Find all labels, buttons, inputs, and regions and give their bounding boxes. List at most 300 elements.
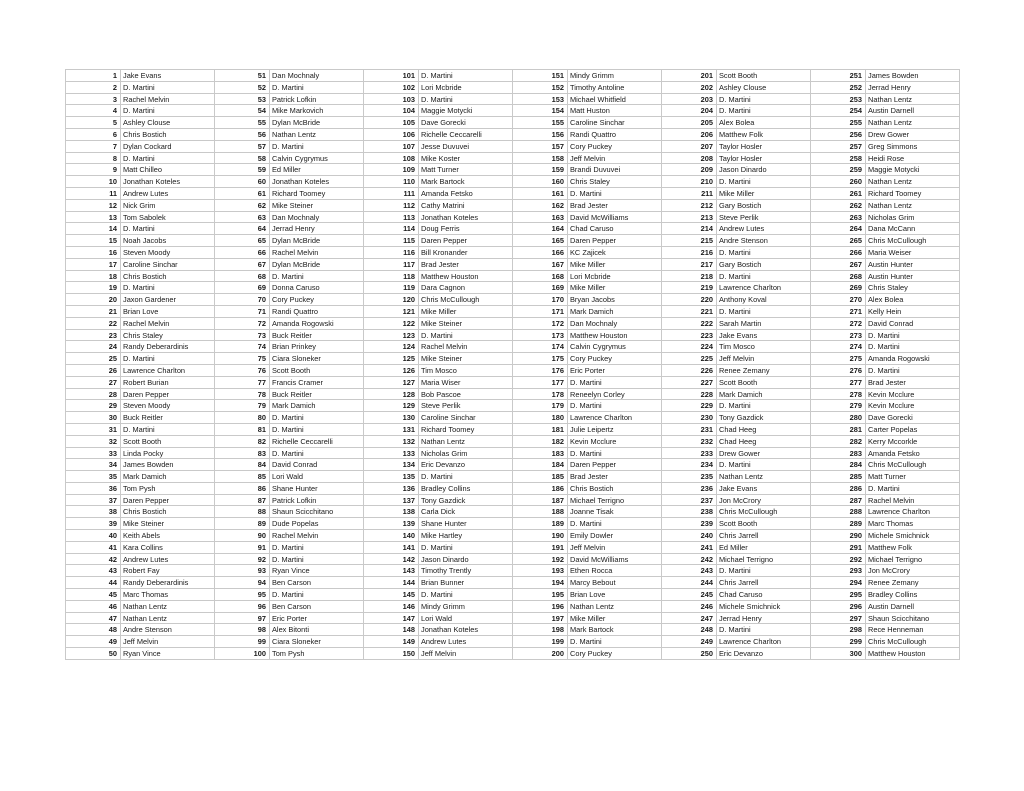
entry-name: Robert Burian xyxy=(121,377,215,389)
entry-name: Brian Bunner xyxy=(419,577,513,589)
entry-name: D. Martini xyxy=(270,82,364,94)
entry-number: 66 xyxy=(215,247,270,259)
entry-name: Dana McCann xyxy=(866,223,960,235)
entry-name: Renee Zemany xyxy=(717,365,811,377)
entry-number: 30 xyxy=(66,412,121,424)
entry-name: Andrew Lutes xyxy=(121,554,215,566)
table-row xyxy=(513,353,662,365)
entry-number: 236 xyxy=(662,483,717,495)
entry-number: 289 xyxy=(811,518,866,530)
table-row xyxy=(364,153,513,165)
entry-number: 172 xyxy=(513,318,568,330)
entry-number: 299 xyxy=(811,636,866,648)
entry-number: 87 xyxy=(215,495,270,507)
table-row xyxy=(66,471,215,483)
entry-name: D. Martini xyxy=(568,448,662,460)
table-row xyxy=(364,471,513,483)
entry-number: 20 xyxy=(66,294,121,306)
entry-number: 178 xyxy=(513,389,568,401)
entry-number: 266 xyxy=(811,247,866,259)
table-row xyxy=(513,554,662,566)
table-row xyxy=(364,353,513,365)
entry-name: Dan Mochnaly xyxy=(568,318,662,330)
entry-number: 249 xyxy=(662,636,717,648)
entry-number: 161 xyxy=(513,188,568,200)
entry-number: 204 xyxy=(662,105,717,117)
entry-number: 213 xyxy=(662,212,717,224)
table-row xyxy=(364,601,513,613)
table-row xyxy=(513,247,662,259)
entry-name: Carla Dick xyxy=(419,506,513,518)
table-row xyxy=(513,235,662,247)
table-row xyxy=(662,506,811,518)
entry-name: Jerrad Henry xyxy=(270,223,364,235)
entry-name: Nathan Lentz xyxy=(121,613,215,625)
table-row xyxy=(215,542,364,554)
entry-name: Jason Dinardo xyxy=(419,554,513,566)
table-row xyxy=(66,212,215,224)
table-row xyxy=(364,400,513,412)
entry-name: Timothy Trently xyxy=(419,565,513,577)
table-row xyxy=(811,601,960,613)
table-row xyxy=(215,400,364,412)
entry-name: Jeff Melvin xyxy=(419,648,513,660)
entry-name: Nathan Lentz xyxy=(717,471,811,483)
table-row xyxy=(513,306,662,318)
entry-number: 126 xyxy=(364,365,419,377)
table-row xyxy=(811,164,960,176)
table-row xyxy=(513,577,662,589)
table-row xyxy=(662,554,811,566)
table-row xyxy=(215,377,364,389)
entry-name: Ed Miller xyxy=(270,164,364,176)
table-row xyxy=(811,129,960,141)
entry-name: Dave Gorecki xyxy=(866,412,960,424)
table-row xyxy=(513,330,662,342)
entry-number: 279 xyxy=(811,400,866,412)
entry-number: 33 xyxy=(66,448,121,460)
entry-name: Tom Pysh xyxy=(121,483,215,495)
table-row xyxy=(66,235,215,247)
table-row xyxy=(364,589,513,601)
entry-name: D. Martini xyxy=(270,554,364,566)
entry-name: Alex Bitonti xyxy=(270,624,364,636)
entry-name: Amanda Fetsko xyxy=(866,448,960,460)
entry-name: D. Martini xyxy=(121,82,215,94)
entry-name: Rachel Melvin xyxy=(121,94,215,106)
entry-number: 57 xyxy=(215,141,270,153)
table-row xyxy=(513,530,662,542)
table-row xyxy=(513,389,662,401)
entry-name: Bryan Jacobs xyxy=(568,294,662,306)
entry-number: 114 xyxy=(364,223,419,235)
table-row xyxy=(662,365,811,377)
entry-name: Tony Gazdick xyxy=(717,412,811,424)
entry-name: D. Martini xyxy=(866,330,960,342)
table-row xyxy=(364,554,513,566)
table-row xyxy=(811,554,960,566)
entry-name: D. Martini xyxy=(568,518,662,530)
entry-name: KC Zajicek xyxy=(568,247,662,259)
entry-number: 246 xyxy=(662,601,717,613)
entry-name: Caroline Sinchar xyxy=(568,117,662,129)
table-row xyxy=(811,648,960,660)
entry-number: 241 xyxy=(662,542,717,554)
entry-name: D. Martini xyxy=(121,424,215,436)
entry-name: D. Martini xyxy=(121,353,215,365)
entry-number: 194 xyxy=(513,577,568,589)
table-row xyxy=(364,200,513,212)
entry-name: Mark Damich xyxy=(568,306,662,318)
table-row xyxy=(66,153,215,165)
table-row xyxy=(513,259,662,271)
entry-number: 214 xyxy=(662,223,717,235)
table-row xyxy=(215,294,364,306)
entry-name: Nathan Lentz xyxy=(568,601,662,613)
entry-number: 221 xyxy=(662,306,717,318)
entry-number: 188 xyxy=(513,506,568,518)
entry-number: 203 xyxy=(662,94,717,106)
entry-number: 287 xyxy=(811,495,866,507)
entry-number: 5 xyxy=(66,117,121,129)
table-row xyxy=(215,601,364,613)
entry-number: 23 xyxy=(66,330,121,342)
table-row xyxy=(811,330,960,342)
entry-name: D. Martini xyxy=(866,365,960,377)
entry-name: Austin Hunter xyxy=(866,271,960,283)
table-row xyxy=(662,200,811,212)
table-row xyxy=(662,306,811,318)
entry-number: 263 xyxy=(811,212,866,224)
entry-number: 45 xyxy=(66,589,121,601)
entry-name: Brian Love xyxy=(568,589,662,601)
entry-number: 193 xyxy=(513,565,568,577)
entry-number: 269 xyxy=(811,282,866,294)
entry-number: 110 xyxy=(364,176,419,188)
entry-name: Michael Terrigno xyxy=(866,554,960,566)
table-row xyxy=(662,259,811,271)
entry-name: Dave Gorecki xyxy=(419,117,513,129)
entry-name: Cory Puckey xyxy=(568,648,662,660)
entry-number: 44 xyxy=(66,577,121,589)
entry-name: Gary Bostich xyxy=(717,200,811,212)
entry-number: 222 xyxy=(662,318,717,330)
entry-number: 73 xyxy=(215,330,270,342)
table-row xyxy=(215,589,364,601)
table-row xyxy=(364,459,513,471)
entry-name: Kerry Mccorkle xyxy=(866,436,960,448)
entry-number: 255 xyxy=(811,117,866,129)
table-row xyxy=(662,141,811,153)
entry-number: 119 xyxy=(364,282,419,294)
entry-number: 167 xyxy=(513,259,568,271)
entry-number: 211 xyxy=(662,188,717,200)
table-row xyxy=(66,400,215,412)
entry-name: D. Martini xyxy=(717,306,811,318)
entry-number: 215 xyxy=(662,235,717,247)
table-row xyxy=(662,212,811,224)
entry-number: 295 xyxy=(811,589,866,601)
entry-name: D. Martini xyxy=(419,471,513,483)
entry-number: 36 xyxy=(66,483,121,495)
entry-name: Rachel Melvin xyxy=(270,530,364,542)
entry-name: Chris McCullough xyxy=(419,294,513,306)
table-row xyxy=(215,448,364,460)
entry-number: 39 xyxy=(66,518,121,530)
entry-number: 35 xyxy=(66,471,121,483)
name-table xyxy=(65,69,960,660)
entry-number: 228 xyxy=(662,389,717,401)
table-row xyxy=(215,188,364,200)
entry-number: 70 xyxy=(215,294,270,306)
table-row xyxy=(215,247,364,259)
table-row xyxy=(66,176,215,188)
table-row xyxy=(215,306,364,318)
table-row xyxy=(66,377,215,389)
entry-number: 103 xyxy=(364,94,419,106)
table-row xyxy=(215,518,364,530)
table-row xyxy=(66,365,215,377)
entry-number: 282 xyxy=(811,436,866,448)
table-row xyxy=(364,70,513,82)
table-row xyxy=(662,636,811,648)
entry-name: Chad Heeg xyxy=(717,436,811,448)
entry-name: D. Martini xyxy=(717,400,811,412)
table-row xyxy=(66,188,215,200)
entry-name: Tom Pysh xyxy=(270,648,364,660)
entry-name: D. Martini xyxy=(419,70,513,82)
entry-number: 280 xyxy=(811,412,866,424)
entry-name: Mike Steiner xyxy=(419,318,513,330)
table-row xyxy=(364,318,513,330)
entry-number: 88 xyxy=(215,506,270,518)
entry-number: 216 xyxy=(662,247,717,259)
entry-name: Mark Damich xyxy=(270,400,364,412)
entry-name: Ashley Clouse xyxy=(121,117,215,129)
entry-name: D. Martini xyxy=(270,412,364,424)
entry-name: Ashley Clouse xyxy=(717,82,811,94)
entry-number: 53 xyxy=(215,94,270,106)
entry-number: 24 xyxy=(66,341,121,353)
entry-name: Jake Evans xyxy=(717,330,811,342)
entry-number: 99 xyxy=(215,636,270,648)
table-row xyxy=(662,247,811,259)
table-row xyxy=(811,247,960,259)
entry-number: 96 xyxy=(215,601,270,613)
table-row xyxy=(513,117,662,129)
entry-name: Mindy Grimm xyxy=(568,70,662,82)
entry-name: D. Martini xyxy=(270,271,364,283)
entry-number: 250 xyxy=(662,648,717,660)
entry-number: 223 xyxy=(662,330,717,342)
entry-name: Jon McCrory xyxy=(866,565,960,577)
table-row xyxy=(364,82,513,94)
entry-name: Marc Thomas xyxy=(121,589,215,601)
entry-name: Andre Stenson xyxy=(121,624,215,636)
table-row xyxy=(364,377,513,389)
entry-number: 187 xyxy=(513,495,568,507)
entry-name: Sarah Martin xyxy=(717,318,811,330)
table-row xyxy=(66,223,215,235)
entry-number: 267 xyxy=(811,259,866,271)
table-row xyxy=(811,495,960,507)
table-row xyxy=(811,389,960,401)
table-row xyxy=(364,94,513,106)
entry-name: Rachel Melvin xyxy=(121,318,215,330)
entry-number: 32 xyxy=(66,436,121,448)
table-row xyxy=(215,259,364,271)
table-row xyxy=(215,153,364,165)
entry-number: 252 xyxy=(811,82,866,94)
entry-number: 69 xyxy=(215,282,270,294)
entry-number: 112 xyxy=(364,200,419,212)
entry-name: James Bowden xyxy=(121,459,215,471)
entry-number: 7 xyxy=(66,141,121,153)
table-row xyxy=(66,164,215,176)
entry-name: Bradley Collins xyxy=(866,589,960,601)
table-row xyxy=(215,105,364,117)
table-row xyxy=(811,377,960,389)
entry-name: D. Martini xyxy=(121,223,215,235)
entry-name: Drew Gower xyxy=(866,129,960,141)
table-row xyxy=(215,624,364,636)
entry-name: David Conrad xyxy=(866,318,960,330)
table-row xyxy=(811,212,960,224)
table-row xyxy=(364,389,513,401)
entry-name: Austin Darnell xyxy=(866,601,960,613)
entry-name: Dan Mochnaly xyxy=(270,212,364,224)
table-row xyxy=(662,459,811,471)
table-row xyxy=(364,448,513,460)
entry-name: Eric Devanzo xyxy=(419,459,513,471)
entry-name: Jonathan Koteles xyxy=(419,212,513,224)
table-row xyxy=(364,365,513,377)
entry-number: 184 xyxy=(513,459,568,471)
entry-number: 144 xyxy=(364,577,419,589)
entry-number: 278 xyxy=(811,389,866,401)
entry-number: 264 xyxy=(811,223,866,235)
table-row xyxy=(66,141,215,153)
entry-name: Matt Turner xyxy=(866,471,960,483)
entry-name: Jonathan Koteles xyxy=(121,176,215,188)
table-row xyxy=(662,389,811,401)
entry-number: 31 xyxy=(66,424,121,436)
table-row xyxy=(811,471,960,483)
entry-number: 85 xyxy=(215,471,270,483)
table-row xyxy=(662,601,811,613)
entry-name: Noah Jacobs xyxy=(121,235,215,247)
entry-number: 3 xyxy=(66,94,121,106)
table-row xyxy=(215,530,364,542)
table-row xyxy=(66,483,215,495)
table-row xyxy=(513,483,662,495)
entry-name: Eric Devanzo xyxy=(717,648,811,660)
entry-number: 8 xyxy=(66,153,121,165)
entry-name: Marc Thomas xyxy=(866,518,960,530)
table-row xyxy=(66,448,215,460)
entry-name: Nicholas Grim xyxy=(419,448,513,460)
entry-name: D. Martini xyxy=(568,377,662,389)
table-row xyxy=(66,259,215,271)
entry-number: 234 xyxy=(662,459,717,471)
entry-name: Nathan Lentz xyxy=(270,129,364,141)
table-row xyxy=(811,94,960,106)
entry-number: 174 xyxy=(513,341,568,353)
table-row xyxy=(662,129,811,141)
entry-number: 186 xyxy=(513,483,568,495)
entry-number: 76 xyxy=(215,365,270,377)
entry-name: Jonathan Koteles xyxy=(270,176,364,188)
table-row xyxy=(513,129,662,141)
table-row xyxy=(364,141,513,153)
entry-number: 277 xyxy=(811,377,866,389)
entry-name: Richelle Ceccarelli xyxy=(270,436,364,448)
entry-name: Chris McCullough xyxy=(717,506,811,518)
entry-name: Gary Bostich xyxy=(717,259,811,271)
entry-name: Michele Smichnick xyxy=(717,601,811,613)
entry-name: Carter Popelas xyxy=(866,424,960,436)
entry-name: Buck Reitler xyxy=(121,412,215,424)
table-row xyxy=(66,330,215,342)
table-row xyxy=(66,129,215,141)
entry-name: Marcy Bebout xyxy=(568,577,662,589)
table-row xyxy=(513,282,662,294)
entry-name: Daren Pepper xyxy=(568,459,662,471)
table-row xyxy=(66,247,215,259)
entry-number: 18 xyxy=(66,271,121,283)
entry-name: Daren Pepper xyxy=(121,495,215,507)
table-row xyxy=(513,188,662,200)
entry-name: Dara Cagnon xyxy=(419,282,513,294)
entry-number: 290 xyxy=(811,530,866,542)
entry-name: Ben Carson xyxy=(270,577,364,589)
entry-name: Matthew Folk xyxy=(717,129,811,141)
entry-number: 168 xyxy=(513,271,568,283)
entry-number: 206 xyxy=(662,129,717,141)
table-row xyxy=(662,223,811,235)
entry-name: Francis Cramer xyxy=(270,377,364,389)
entry-name: Chris McCullough xyxy=(866,235,960,247)
table-row xyxy=(513,542,662,554)
table-row xyxy=(66,542,215,554)
table-row xyxy=(513,94,662,106)
entry-name: D. Martini xyxy=(717,565,811,577)
entry-number: 129 xyxy=(364,400,419,412)
entry-name: D. Martini xyxy=(717,459,811,471)
entry-number: 192 xyxy=(513,554,568,566)
entry-name: Drew Gower xyxy=(717,448,811,460)
entry-number: 113 xyxy=(364,212,419,224)
entry-number: 247 xyxy=(662,613,717,625)
table-row xyxy=(215,554,364,566)
entry-name: Jake Evans xyxy=(121,70,215,82)
entry-number: 133 xyxy=(364,448,419,460)
entry-name: D. Martini xyxy=(717,247,811,259)
table-row xyxy=(513,200,662,212)
entry-name: Jason Dinardo xyxy=(717,164,811,176)
entry-name: Mike Miller xyxy=(568,613,662,625)
entry-name: Mike Miller xyxy=(717,188,811,200)
entry-number: 201 xyxy=(662,70,717,82)
entry-number: 220 xyxy=(662,294,717,306)
entry-number: 270 xyxy=(811,294,866,306)
entry-number: 155 xyxy=(513,117,568,129)
entry-number: 42 xyxy=(66,554,121,566)
entry-name: Matt Chilleo xyxy=(121,164,215,176)
entry-name: Nathan Lentz xyxy=(866,176,960,188)
entry-number: 124 xyxy=(364,341,419,353)
entry-name: Chris Bostich xyxy=(121,129,215,141)
